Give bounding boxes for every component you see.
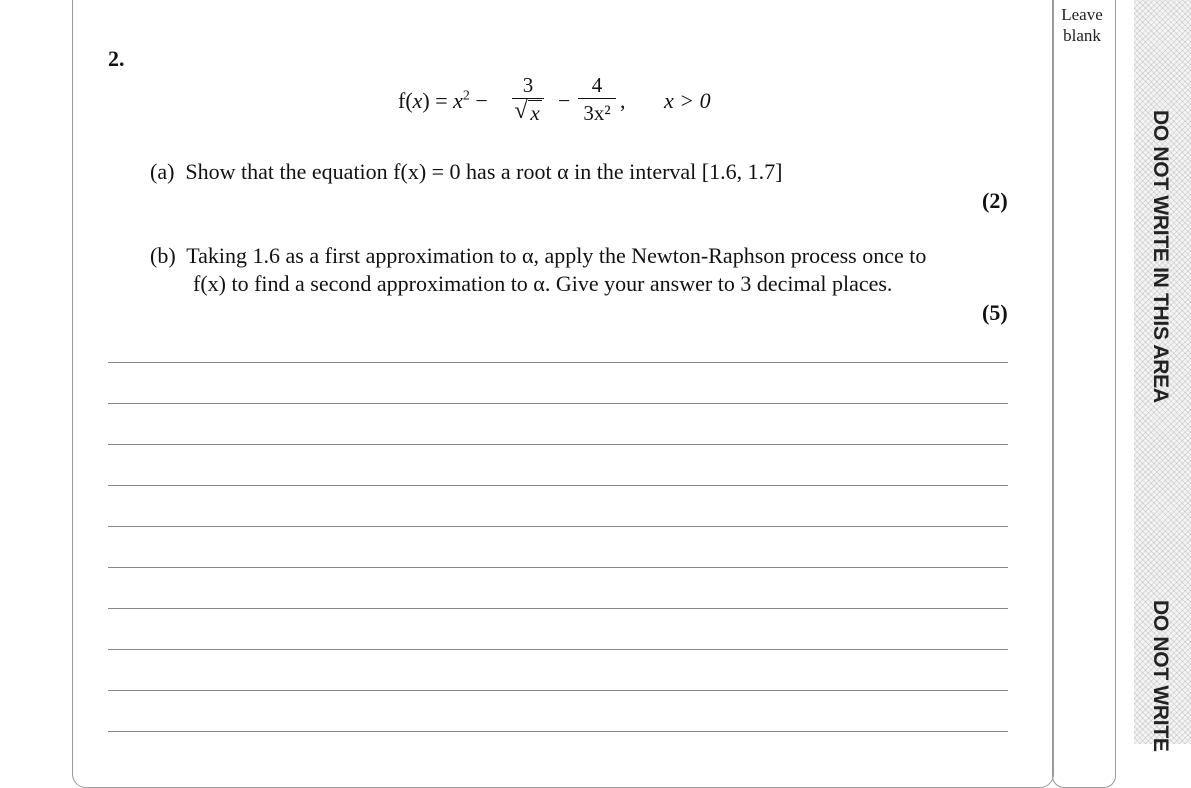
fraction-denominator: √ x bbox=[514, 98, 540, 125]
part-a-marks: (2) bbox=[982, 188, 1008, 213]
part-a bbox=[150, 158, 782, 186]
answer-line[interactable] bbox=[108, 690, 1008, 731]
answer-lines bbox=[108, 362, 1008, 772]
leave-blank-label bbox=[1052, 4, 1112, 46]
part-a-label: (a) bbox=[150, 159, 175, 184]
part-b-line1: Taking 1.6 as a first approximation to α, apply the Newton-Raphson process once to bbox=[186, 243, 927, 268]
part-b-line2: f(x) to find a second approximation to α. Give your answer to 3 decimal places. bbox=[193, 271, 893, 296]
part-a-text: Show that the equation f(x) = 0 has a root α in the interval [1.6, 1.7] bbox=[185, 159, 783, 184]
do-not-write-warning-2: DO NOT WRITE bbox=[1149, 600, 1172, 752]
answer-line[interactable] bbox=[108, 731, 1008, 772]
fraction-denominator: 3x² bbox=[583, 101, 611, 125]
question-number: 2. bbox=[108, 46, 125, 71]
part-b bbox=[150, 242, 926, 270]
formula-minus: − bbox=[558, 88, 571, 113]
fraction-numerator: 3 bbox=[522, 73, 534, 97]
answer-line[interactable] bbox=[108, 608, 1008, 649]
answer-line[interactable] bbox=[108, 362, 1008, 403]
answer-line[interactable] bbox=[108, 444, 1008, 485]
answer-line[interactable] bbox=[108, 526, 1008, 567]
fraction-4-over-3x2 bbox=[576, 72, 618, 127]
formula-lhs: $f(x) = x^2$ − bbox=[398, 88, 488, 113]
domain-condition: x > 0 bbox=[664, 88, 711, 113]
fraction-3-over-root-x bbox=[510, 72, 546, 127]
fraction-numerator: 4 bbox=[591, 73, 603, 97]
leave-label-line2: blank bbox=[1063, 26, 1101, 45]
square-root-icon: √ bbox=[514, 98, 528, 124]
answer-line[interactable] bbox=[108, 403, 1008, 444]
formula-comma: , bbox=[620, 88, 626, 113]
answer-line[interactable] bbox=[108, 649, 1008, 690]
leave-label-line1: Leave bbox=[1061, 5, 1103, 24]
part-b-label: (b) bbox=[150, 243, 176, 268]
do-not-write-warning: DO NOT WRITE IN THIS AREA bbox=[1149, 110, 1172, 403]
answer-line[interactable] bbox=[108, 485, 1008, 526]
answer-line[interactable] bbox=[108, 567, 1008, 608]
part-b-marks: (5) bbox=[982, 300, 1008, 325]
leave-blank-column bbox=[1052, 0, 1116, 788]
